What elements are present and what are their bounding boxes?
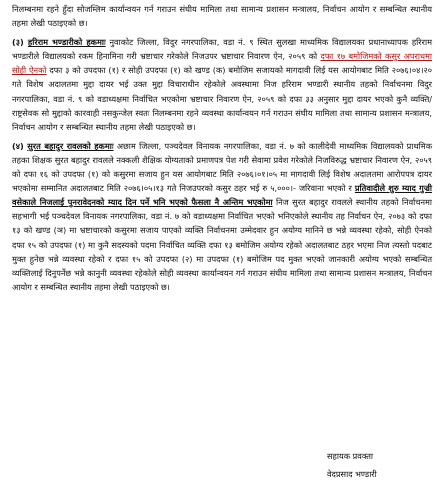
signature-block xyxy=(327,447,417,483)
case-number: (४) xyxy=(12,140,28,151)
paragraph-intro xyxy=(12,2,432,30)
text-run: निलम्बनमा रहने हुँदा सोजम्लिम कार्यान्वयन गर्न गराउन संघीय मामिला तथा सामान्य प्रशासन मन्त्रालय, निर्वाचन आयोग र सम्बन्धित स्थानीय तहमा लेखी पठाइएको छ। xyxy=(12,4,432,29)
case-subject-heading: सुरत बहादुर रावलको हकमाः xyxy=(27,140,114,151)
highlighted-clause: दफा १७ बमोजिमको कसुर अपराधमा सोही ऐनको xyxy=(12,51,432,76)
paragraph-case-4 xyxy=(12,139,432,294)
case-number: (३) xyxy=(12,37,28,48)
text-run: नुवाकोट जिल्ला, विदुर नगरपालिका, वडा नं. ९ स्थित सुलखा माध्यमिक विद्यालयका प्रधानाध्यापक हरिराम भण्डारीले विद्यालयको रकम हिनामिना गरी भ्रष्टाचार गरेकोले निजउपर भ्रष्टाचार निवारण ऐन, २०५९ को xyxy=(12,37,433,62)
highlighted-clause: प्रतिवादीले शुरु म्याद गुज्री वसेकाले निजलाई पुनरावेदनको म्याद दिन पर्ने भनि भएको फैसला नै अन्तिम भएकोमा xyxy=(12,183,432,208)
text-run: अछाम जिल्ला, पञ्चदेवल विनायक नगरपालिका, वडा नं. ७ को कालीदेवी माध्यमिक विद्यालयको प्राथमिक तहका शिक्षक सुरत बहादुर रावलले नक्कली शैक्षिक योग्यताको प्रमाणपत्र पेश गरी सेवामा प्रवेश गरेकोले निजविरुद्ध भ्रष्टाचार निवारण ऐन, २०५९ को दफा १६ को उपदफा (१) को कसुरमा सजाय हुन यस आयोगबाट मिति २०७६।०१।०५ मा मागदावी लिई विशेष अदालतमा आरोपपत्र दायर भएकोमा सम्मानित अदालतबाट मिति २०७६।०५।१३ गते निजउपरको कसुर ठहर भई रु ५,०००।- जरिवाना भएको र xyxy=(12,140,432,194)
case-subject-heading: हरिराम भण्डारीको हकमाः xyxy=(27,37,106,48)
paragraph-case-3 xyxy=(12,35,432,134)
signatory-role: सहायक प्रवक्ता xyxy=(327,451,374,461)
text-run: दफा ३ को उपदफा (१) र सोही उपदफा (१) को खण्ड (क) बमोजिम सजायको मागदावी लिई यस आयोगबाट मिति २०७६।०४।२० गते विशेष अदालतमा मुद्दा दायर भई उक्त मुद्दा विचाराधीन रहेकोले अवस्थामा निज हरिराम भण्डारी स्थानीय तहको निर्वाचनमा विदुर नगरपालिका, वडा नं. ९ को वडाध्यक्षमा निर्वाचित भएकोमा भ्रष्टाचार निवारण ऐन, २०५९ को दफा ३३ अनुसार मुद्दा दायर भएको कुनै व्यक्ति/राष्ट्रसेवक सो मुद्दाको कारवाही नसकुन्जेल स्वतः निलम्बनमा रहने व्यवस्था कार्यान्वयन गर्न गराउन संघीय मामिला तथा सामान्य प्रशासन मन्त्रालय, निर्वाचन आयोग र सम्बन्धित स्थानीय तहमा लेखी पठाइएको छ। xyxy=(12,65,432,132)
text-run: निज सुरत बहादुर रावलले स्थानीय तहको निर्वाचनमा सहभागी भई पञ्चदेवल विनायक नगरपालिका, वडा नं. ७ को वडाध्यक्षमा निर्वाचित भएको भनिएकोले स्थानीय तह निर्वाचन ऐन, २०७३ को दफा १३ को खण्ड (ञ) मा भ्रष्टाचारको कसुरमा सजाय पाएको व्यक्ति निर्वाचनमा उम्मेदवार हुन अयोग्य मानिने छ भन्ने व्यवस्था रहेको, सोही ऐनको दफा १५ को उपदफा (१) मा कुनै सदस्यको पदमा निर्वाचित व्यक्ति दफा १३ बमोजिम अयोग्य रहेको अदालतबाट ठहर भएमा निज त्यस्तो पदबाट मुक्त हुनेछ भन्ने व्यवस्था रहेको र दफा १५ को उपदफा (२) मा उपदफा (१) बमोजिम पद मुक्त भएको जानकारी अयोग्य भएको सम्बन्धित व्यक्तिलाई दिनुपर्नेछ भन्ने कानुनी व्यवस्था रहेकोले सोही व्यवस्था कार्यान्वयन गर्न गराउन संघीय मामिला तथा सामान्य प्रशासन मन्त्रालय, निर्वाचन आयोग र सम्बन्धित स्थानीय तहमा लेखी पठाइएको छ। xyxy=(12,197,433,292)
signatory-name: वेदप्रसाद भण्डारी xyxy=(327,469,377,479)
